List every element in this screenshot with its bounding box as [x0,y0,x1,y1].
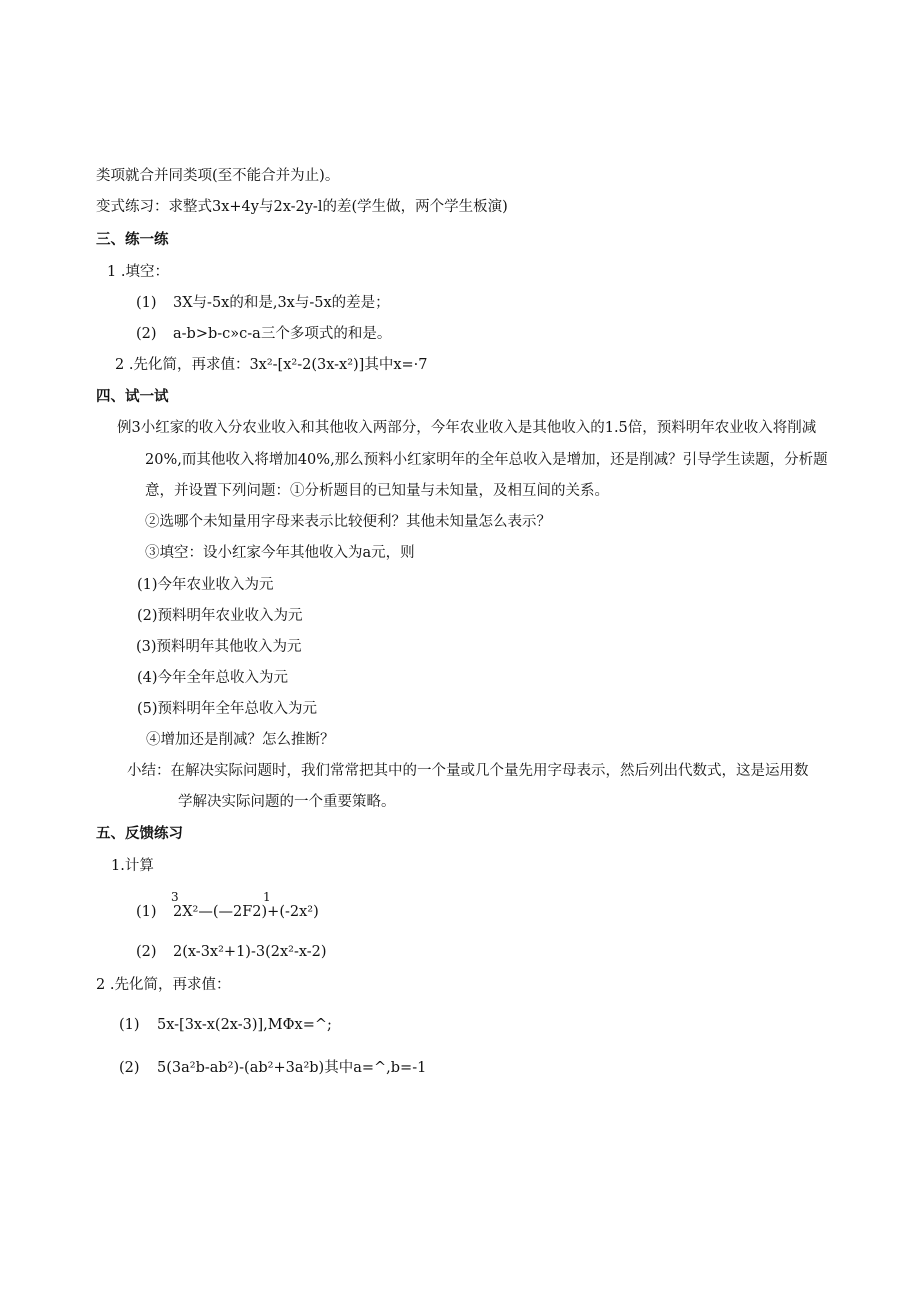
item-number: (1) [136,904,157,920]
calc-title: 1.计算 [111,858,154,874]
summary-line-1: 小结：在解决实际问题时，我们常常把其中的一个量或几个量先用字母表示，然后列出代数式，这是运用数 [127,763,809,779]
example-3-line-3: 意，并设置下列问题：①分析题目的已知量与未知量，及相互间的关系。 [145,483,609,499]
guide-question-3: ③填空：设小红家今年其他收入为a元，则 [145,545,415,561]
question-2: 2 .先化简，再求值：3x²-[x²-2(3x-x²)]其中x=·7 [115,357,428,373]
simplify-expression-1: 5x-[3x-x(2x-3)],MΦx=^; [157,1017,332,1033]
simplify-title: 2 .先化简，再求值： [96,977,231,993]
item-number: (2) [136,944,157,960]
variant-exercise: 变式练习：求整式3x+4y与2x-2y-l的差(学生做，两个学生板演) [96,199,508,215]
fraction-numerator: 3 [171,890,179,904]
calc-expression-1: 2X²—(—2F2)+(-2x²) [173,904,319,920]
section-heading-4: 四、试一试 [96,389,169,405]
blank-item-3: (3)预料明年其他收入为元 [136,639,302,655]
blank-item-4: (4)今年全年总收入为元 [137,670,289,686]
question-1: 1 .填空： [107,264,169,280]
blank-item-1: (1)今年农业收入为元 [137,577,274,593]
example-3-line-1: 例3小红家的收入分农业收入和其他收入两部分，今年农业收入是其他收入的1.5倍，预料明年农业收入将削减 [117,420,817,436]
blank-item-5: (5)预料明年全年总收入为元 [137,701,318,717]
guide-question-2: ②选哪个未知量用字母来表示比较便利？其他未知量怎么表示？ [145,514,551,530]
item-number: (1) [136,295,157,311]
calc-expression-2: 2(x-3x²+1)-3(2x²-x-2) [173,944,327,960]
item-number: (2) [119,1060,140,1076]
item-number: (2) [136,326,157,342]
fill-blank-1: 3X与-5x的和是,3x与-5x的差是； [173,295,390,311]
section-heading-3: 三、练一练 [96,232,169,248]
fill-blank-2: a-b>b-c»c-a三个多项式的和是。 [173,326,392,342]
blank-item-2: (2)预料明年农业收入为元 [137,608,303,624]
summary-line-2: 学解决实际问题的一个重要策略。 [178,794,396,810]
guide-question-4: ④增加还是削减？怎么推断？ [146,732,335,748]
item-number: (1) [119,1017,140,1033]
section-heading-5: 五、反馈练习 [96,826,183,842]
example-3-line-2: 20%,而其他收入将增加40%,那么预料小红家明年的全年总收入是增加，还是削减？引导学生读题，分析题 [145,452,828,468]
text-line: 类项就合并同类项(至不能合并为止)。 [96,168,340,184]
simplify-expression-2: 5(3a²b-ab²)-(ab²+3a²b)其中a=^,b=-1 [157,1060,427,1076]
fraction-numerator: 1 [263,890,271,904]
